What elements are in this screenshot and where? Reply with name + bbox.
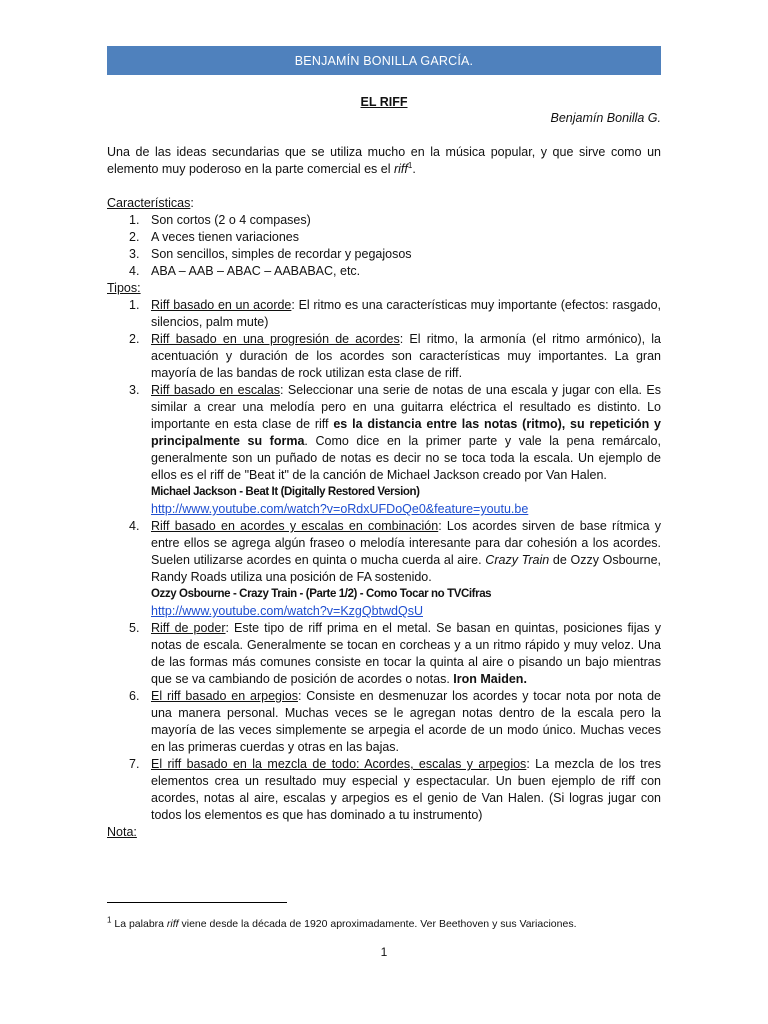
video-title: Ozzy Osbourne - Crazy Train - (Parte 1/2) - Como Tocar no TVCifras — [151, 588, 492, 600]
footnote: $^1$ La palabra riff viene desde la década de 1920 aproximadamente. Ver Beethoven y sus Variaciones. — [107, 915, 577, 930]
tipos-heading: Tipos: — [107, 281, 141, 295]
intro-paragraph: Una de las ideas secundarias que se utiliza mucho en la música popular, y que sirve como un elemento muy poderoso en la parte comercial es el riff$^1$. — [107, 145, 661, 176]
footnote-divider — [107, 902, 287, 903]
header-banner: BENJAMÍN BONILLA GARCÍA. — [107, 46, 661, 75]
list-item: 2. Riff basado en una progresión de acordes: El ritmo, la armonía (el ritmo armónico), la acentuación y duración de los acordes son características muy importantes. La gran mayoría de las bandas de rock utilizan esta clase de riff. — [129, 332, 661, 380]
list-item: 7. El riff basado en la mezcla de todo: Acordes, escalas y arpegios: La mezcla de los tres elementos crea un resultado muy especial y espectacular. Un buen ejemplo de riff con acordes, notas al aire, escalas y arpegios es el genio de Van Halen. (Si logras jugar con todos los elementos es que has dominado a tu instrumento) — [129, 757, 661, 822]
youtube-link-beat-it[interactable]: http://www.youtube.com/watch?v=oRdxUFDoQe0&feature=youtu.be — [151, 502, 529, 516]
list-item: 1. Son cortos (2 o 4 compases) — [129, 213, 311, 227]
list-item: 3. Son sencillos, simples de recordar y pegajosos — [129, 247, 412, 261]
list-item: 6. El riff basado en arpegios: Consiste en desmenuzar los acordes y tocar nota por nota de una manera personal. Muchas veces se le agregan notas dentro de la escala pero la mayoría de las veces simplemente se arpegia el acorde de un modo único. Muchas veces en las primeras cuerdas y otras en las bajas. — [129, 689, 662, 754]
list-item: 1. Riff basado en un acorde: El ritmo es una características muy importante (efectos: rasgado, silencios, palm mute) — [129, 298, 662, 329]
nota-heading: Nota: — [107, 825, 137, 839]
video-title: Michael Jackson - Beat It (Digitally Restored Version) — [151, 486, 420, 498]
list-item: 3. Riff basado en escalas: Seleccionar una serie de notas de una escala y jugar con ella. Es similar a crear una melodía pero en una guitarra eléctrica el resultado es distinto. Lo importante en esta clase de riff es la distancia entre las notas (ritmo), su repetición y principalmente su forma. Como dice en la primer parte y vale la pena remárcalo, generalmente son un puñado de notas es decir no se toca toda la escala. Un ejemplo de ellos es el riff de "Beat it" de la canción de Michael Jackson creado por Van Halen. Michael Jackson - Beat It (Digitally Restored Version) http://www.youtube.com/watch?v=oRdxUFDoQe0&feature=youtu.be — [129, 383, 662, 516]
page-number: 1 — [380, 945, 388, 959]
list-item: 4. ABA – AAB – ABAC – AABABAC, etc. — [129, 264, 361, 278]
caracteristicas-list — [107, 212, 661, 280]
list-item: 4. Riff basado en acordes y escalas en combinación: Los acordes sirven de base rítmica y entre ellos se agrega algún fraseo o melodía interesante para dar cohesión a los acordes. Suelen utilizarse acordes en quinta o mucha cuerda al aire. Crazy Train de Ozzy Osbourne, Randy Roads utiliza una posición de FA sostenido. Ozzy Osbourne - Crazy Train - (Parte 1/2) - Como Tocar no TVCifras http://www.youtube.com/watch?v=KzgQbtwdQsU — [129, 519, 662, 618]
document-title: EL RIFF — [360, 95, 408, 109]
list-item: 5. Riff de poder: Este tipo de riff prima en el metal. Se basan en quintas, posiciones fijas y notas de escala. Generalmente se tocan en corcheas y a un ritmo rápido y muy veloz. Una de las formas más comunes consiste en tocar la quinta al aire o pisando un bajo mientras que se va cambiando de posición de acordes o notas. Iron Maiden. — [129, 621, 661, 686]
list-item: 2. A veces tienen variaciones — [129, 230, 300, 244]
author-line: Benjamín Bonilla G. — [550, 111, 661, 125]
caracteristicas-heading: Características: — [107, 196, 194, 210]
document-body — [107, 144, 661, 841]
tipos-list — [107, 297, 661, 824]
youtube-link-crazy-train[interactable]: http://www.youtube.com/watch?v=KzgQbtwdQsU — [151, 604, 423, 618]
